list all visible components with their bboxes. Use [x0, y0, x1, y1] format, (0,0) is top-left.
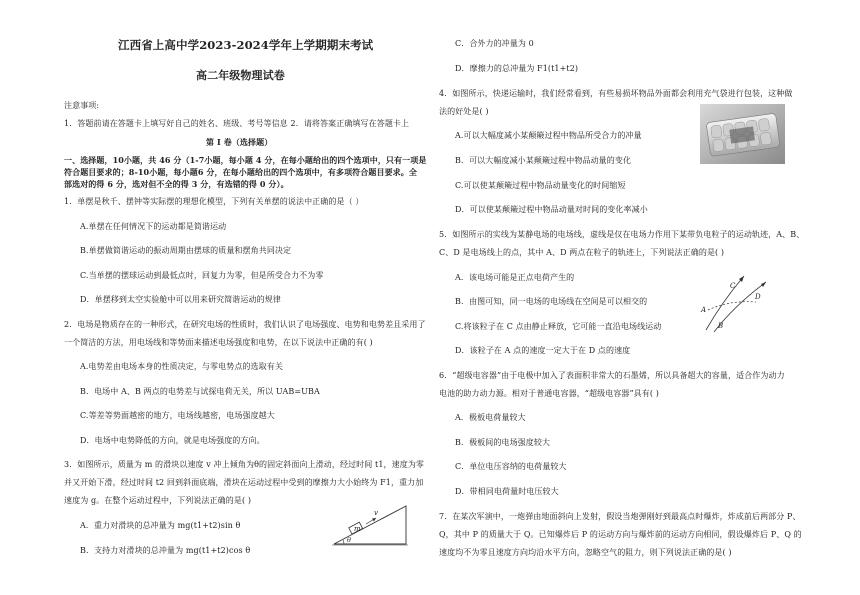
field-arrow-right	[761, 282, 766, 287]
section-desc-line-1: 一、选择题，10小题，共 46 分（1-7小题，每小题 4 分，在每小题给出的四个选项中，只有一项是	[64, 155, 427, 165]
point-a-label: A	[701, 306, 707, 314]
angle-arc	[343, 540, 344, 544]
q3-stem-line-1: 3．如图所示，质量为 m 的滑块以速度 v 冲上倾角为θ的固定斜面向上滑动，经过时间 t1，速度为零	[64, 460, 425, 469]
exam-subtitle: 高二年级物理试卷	[196, 69, 285, 82]
section-title: 第 I 卷（选择题）	[206, 137, 273, 147]
q2-option-d: D．电场中电势降低的方向，就是电场强度的方向。	[80, 436, 265, 445]
q5-option-a: A．该电场可能是正点电荷产生的	[455, 273, 575, 282]
q5-option-b: B．由图可知，同一电场的电场线在空间是可以相交的	[455, 297, 648, 306]
q6-option-b: B．极板间的电场强度较大	[455, 438, 551, 447]
q4-option-c: C.可以使某颠簸过程中物品动量变化的时间缩短	[455, 181, 626, 190]
point-b-label: B	[718, 322, 724, 330]
q4-option-d: D．可以使某颠簸过程中物品动量对时间的变化率减小	[455, 205, 648, 214]
q5-option-c: C.将该粒子在 C 点由静止释放，它可能一直沿电场线运动	[455, 322, 662, 331]
q6-option-a: A．极板电荷量较大	[455, 413, 526, 422]
q1-option-a: A.单摆在任何情况下的运动都是简谐运动	[80, 222, 227, 231]
incline-figure	[330, 500, 410, 548]
q3-option-b: B．支持力对滑块的总冲量为 mg(t1+t2)cos θ	[80, 546, 251, 555]
point-c-label: C	[730, 282, 736, 290]
q2-stem-line-1: 2．电场是物质存在的一种形式，在研究电场的性质时，我们认识了电场强度、电势和电势差且采用了	[64, 320, 426, 329]
notice-item-1: 1．答题前请在答题卡上填写好自己的姓名、班级、考号等信息 2．请将答案正确填写在答题卡上	[64, 119, 410, 128]
q7-stem-line-1: 7．在某次军演中，一炮弹由地面斜向上发射，假设当炮弹刚好到最高点时爆炸，炸成前后两部分 P、	[439, 512, 801, 521]
point-d-label: D	[755, 293, 761, 301]
velocity-label: v	[374, 509, 378, 517]
q4-option-a: A.可以大幅度减小某颠簸过程中物品所受合力的冲量	[455, 131, 642, 140]
q1-stem: 1．单摆是秋千、摆钟等实际摆的理想化模型，下列有关单摆的说法中正确的是（ ）	[64, 197, 364, 206]
exam-title: 江西省上高中学2023-2024学年上学期期末考试	[118, 38, 374, 52]
q1-option-b: B.单摆做简谐运动的振动周期由摆球的质量和摆角共同决定	[80, 246, 292, 255]
q1-option-c: C.当单摆的摆球运动到最低点时，回复力为零，但是所受合力不为零	[80, 271, 324, 280]
q3-option-c: C．合外力的冲量为 0	[455, 39, 534, 48]
angle-label: θ	[347, 536, 351, 544]
q7-stem-line-2: Q，其中 P 的质量大于 Q。已知爆炸后 P 的运动方向与爆炸前的运动方向相同，假设爆炸后 P、Q 的	[439, 530, 802, 539]
q5-stem-line-1: 5．如图所示的实线为某静电场的电场线，虚线是仅在电场力作用下某带负电粒子的运动轨迹，A、B、	[439, 230, 805, 239]
field-line-left	[706, 276, 744, 330]
q4-option-b: B．可以大幅度减小某颠簸过程中物品动量的变化	[455, 156, 632, 165]
q6-stem-line-1: 6．“超级电容器”由于电极中加入了表面积非常大的石墨烯，所以具备超大的容量，适合作为动力	[439, 371, 785, 380]
q7-stem-line-3: 速度均不为零且速度方向均沿水平方向，忽略空气的阻力，则下列说法正确的是( )	[439, 548, 732, 557]
particle-trajectory	[708, 302, 756, 310]
q5-option-d: D．该粒子在 A 点的速度一定大于在 D 点的速度	[455, 346, 631, 355]
q3-option-d: D．摩擦力的总冲量为 F1(t1+t2)	[455, 64, 579, 73]
incline-slope	[334, 506, 406, 544]
q2-stem-line-2: 一个简洁的方法，用电场线和等势面来描述电场强度和电势，在以下说法中正确的有( )	[64, 338, 373, 347]
q2-option-b: B．电场中 A、B 两点的电势差与试探电荷无关，所以 UAB=UBA	[80, 387, 320, 396]
q6-option-c: C．单位电压容纳的电荷量较大	[455, 462, 567, 471]
section-desc-line-3: 部选对的得 6 分，选对但不全的得 3 分，有选错的得 0 分）。	[64, 179, 289, 189]
q2-option-c: C.等差等势面越密的地方，电场线越密，电场强度越大	[80, 411, 275, 420]
section-desc-line-2: 符合题目要求的；8-10小题，每小题6 分，在每小题给出的四个选项中，有多项符合题目要求。全	[64, 167, 417, 177]
q6-option-d: D．带相同电荷量时电压较大	[455, 487, 559, 496]
notice-heading: 注意事项:	[64, 101, 100, 110]
q3-option-a: A．重力对滑块的总冲量为 mg(t1+t2)sin θ	[80, 521, 241, 530]
q6-stem-line-2: 电池的助力动力源。相对于普通电容器，“超级电容器”具有( )	[439, 389, 659, 398]
air-cushion-package-image	[700, 104, 785, 164]
q4-stem-line-1: 4．如图所示，快递运输时，我们经常看到，有些易损坏物品外面都会利用充气袋进行包装，这种做	[439, 89, 793, 98]
q2-option-a: A.电势差由电场本身的性质决定，与零电势点的选取有关	[80, 362, 283, 371]
q4-stem-line-2: 法的好处是( )	[439, 107, 489, 116]
block-mass-label: m	[354, 525, 361, 533]
electric-field-figure	[700, 272, 772, 334]
q1-option-d: D．单摆移到太空实验舱中可以用来研究简谐运动的规律	[80, 295, 281, 304]
q5-stem-line-2: C、D 是电场线上的点，其中 A、D 两点在粒子的轨迹上，下列说法正确的是( )	[439, 248, 725, 257]
q3-stem-line-3: 速度为 g。在整个运动过程中，下列说法正确的是( )	[64, 496, 252, 505]
q3-stem-line-2: 并又开始下滑，经过时间 t2 回到斜面底端，滑块在运动过程中受到的摩擦力大小始终为 F1，重力加	[64, 478, 424, 487]
